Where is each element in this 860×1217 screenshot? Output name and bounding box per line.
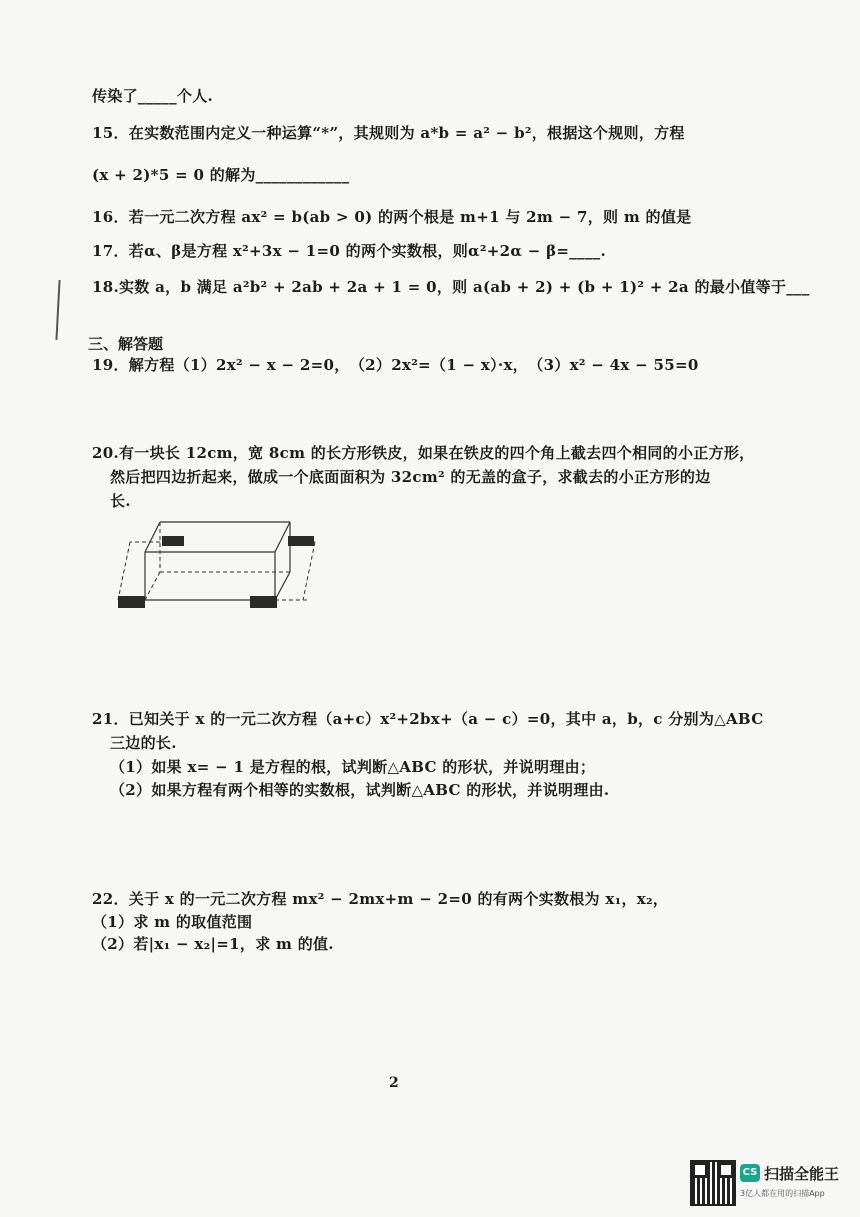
question-19: 19．解方程（1）2x² − x − 2=0， （2）2x²=（1 − x）·x， （3）x² − 4x − 55=0 xyxy=(92,356,699,374)
question-21-line-1: 21．已知关于 x 的一元二次方程（a+c）x²+2bx+（a − c）=0，其中 a，b，c 分别为△ABC xyxy=(92,710,764,728)
box-figure xyxy=(110,512,320,617)
question-16: 16．若一元二次方程 ax² = b(ab > 0) 的两个根是 m+1 与 2m − 7，则 m 的值是 xyxy=(92,208,692,226)
qr-code-icon xyxy=(690,1160,736,1206)
question-22-part-2: （2）若|x₁ − x₂|=1，求 m 的值. xyxy=(92,935,334,953)
section-heading: 三、解答题 xyxy=(88,335,164,353)
question-20-line-1: 20.有一块长 12cm，宽 8cm 的长方形铁皮，如果在铁皮的四个角上截去四个相同的小正方形， xyxy=(92,444,755,462)
question-22-line-1: 22．关于 x 的一元二次方程 mx² − 2mx+m − 2=0 的有两个实数根为 x₁，x₂， xyxy=(92,890,669,908)
question-21-part-1: （1）如果 x= − 1 是方程的根，试判断△ABC 的形状，并说明理由； xyxy=(110,758,596,776)
question-20-line-2: 然后把四边折起来，做成一个底面面积为 32cm² 的无盖的盒子，求截去的小正方形的边 xyxy=(110,468,711,486)
question-21-line-2: 三边的长. xyxy=(110,734,177,752)
page-number: 2 xyxy=(389,1075,399,1091)
question-21-part-2: （2）如果方程有两个相等的实数根，试判断△ABC 的形状，并说明理由. xyxy=(110,781,610,799)
scanner-watermark xyxy=(690,1160,860,1210)
question-15-line-2: (x + 2)*5 = 0 的解为____________ xyxy=(92,166,350,184)
question-17: 17．若α、β是方程 x²+3x − 1=0 的两个实数根，则α²+2α − β=____. xyxy=(92,242,606,260)
question-20-line-3: 长. xyxy=(110,492,131,510)
cs-logo-icon: CS xyxy=(740,1164,760,1182)
app-name: 扫描全能王 xyxy=(764,1165,840,1183)
app-slogan: 3亿人都在用的扫描App xyxy=(740,1189,825,1198)
margin-pen-mark xyxy=(55,280,60,340)
question-15-line-1: 15．在实数范围内定义一种运算“*”，其规则为 a*b = a² − b²，根据这个规则，方程 xyxy=(92,124,685,142)
text-line-carryover: 传染了_____个人. xyxy=(92,87,214,105)
question-18: 18.实数 a，b 满足 a²b² + 2ab + 2a + 1 = 0，则 a(ab + 2) + (b + 1)² + 2a 的最小值等于___ xyxy=(92,278,810,296)
question-22-part-1: （1）求 m 的取值范围 xyxy=(92,913,253,931)
